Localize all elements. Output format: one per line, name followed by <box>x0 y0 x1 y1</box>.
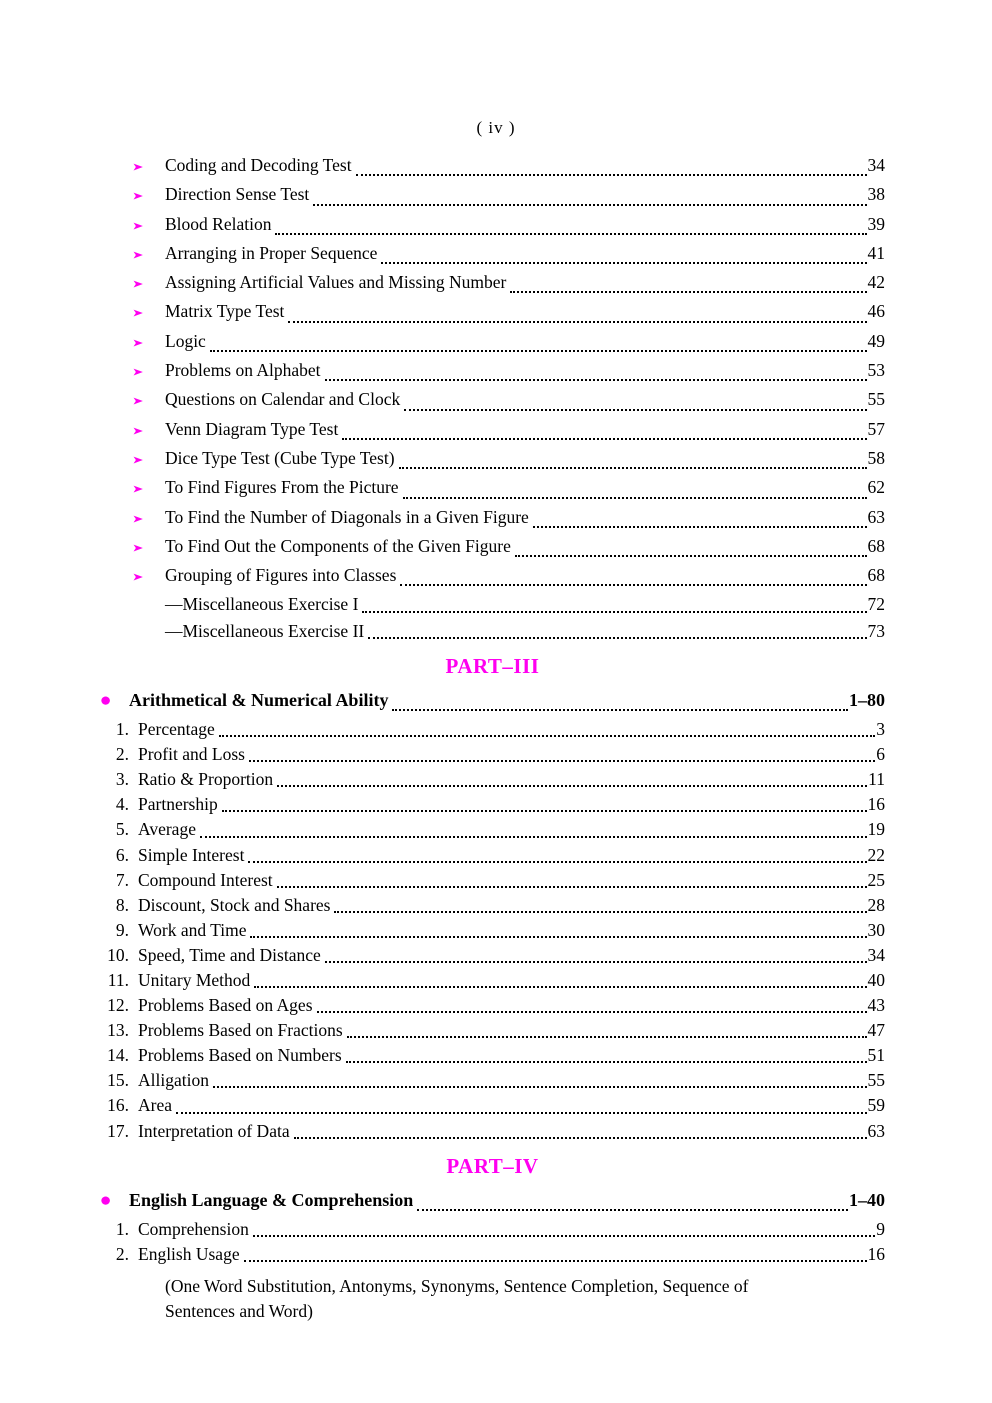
part3-chapter-list <box>100 717 885 1144</box>
chapter-page: 40 <box>867 969 885 990</box>
dot-leader <box>200 836 867 838</box>
toc-entry-label: Direction Sense Test <box>165 184 310 205</box>
dot-leader <box>294 1137 867 1139</box>
chapter-page: 22 <box>867 844 885 865</box>
chapter-row <box>100 742 885 767</box>
chapter-label: Speed, Time and Distance <box>138 944 321 965</box>
arrow-bullet-icon: ➤ <box>132 542 144 555</box>
chapter-row <box>100 993 885 1018</box>
page-header: ( iv ) <box>476 118 516 137</box>
dot-leader <box>362 611 866 613</box>
toc-row <box>100 357 885 386</box>
dot-leader <box>325 961 867 963</box>
part3-heading: PART–III <box>445 654 540 679</box>
toc-row <box>100 240 885 269</box>
chapter-page: 16 <box>867 1243 885 1264</box>
dot-leader <box>213 1086 867 1088</box>
arrow-bullet-icon: ➤ <box>132 220 144 233</box>
chapter-page: 34 <box>867 944 885 965</box>
toc-row <box>100 211 885 240</box>
toc-entry-page: 41 <box>867 242 885 263</box>
dot-leader <box>515 555 867 557</box>
toc-entry-label: Questions on Calendar and Clock <box>165 389 401 410</box>
chapter-label: Interpretation of Data <box>138 1120 290 1141</box>
chapter-number: 17. <box>107 1120 129 1141</box>
dot-leader <box>533 526 867 528</box>
note-text: (One Word Substitution, Antonyms, Synonyms, Sentence Completion, Sequence of Sentences and Word) <box>165 1275 749 1321</box>
toc-row <box>100 445 885 474</box>
chapter-page: 19 <box>867 819 885 840</box>
part3-page-range: 1–80 <box>849 690 885 711</box>
chapter-number: 9. <box>115 919 129 940</box>
toc-entry-page: 55 <box>867 389 885 410</box>
dot-leader <box>399 467 867 469</box>
toc-row <box>100 416 885 445</box>
toc-row <box>100 504 885 533</box>
toc-entry-label: Problems on Alphabet <box>165 360 321 381</box>
toc-entry-label: To Find the Number of Diagonals in a Given Figure <box>165 506 529 527</box>
chapter-row <box>100 918 885 943</box>
chapter-number: 12. <box>107 995 129 1016</box>
toc-entry-page: 68 <box>867 565 885 586</box>
dot-leader <box>381 262 866 264</box>
circle-bullet-icon: ● <box>99 1189 112 1211</box>
dot-leader <box>219 735 875 737</box>
arrow-bullet-icon: ➤ <box>132 278 144 291</box>
chapter-page: 16 <box>867 794 885 815</box>
chapter-label: Ratio & Proportion <box>138 769 274 790</box>
toc-entry-page: 38 <box>867 184 885 205</box>
part3-title: Arithmetical & Numerical Ability <box>129 690 389 711</box>
toc-row <box>100 562 885 591</box>
toc-entry-page: 68 <box>867 535 885 556</box>
part4-title: English Language & Comprehension <box>129 1189 414 1210</box>
chapter-number: 5. <box>115 819 129 840</box>
toc-entry-page: 34 <box>867 155 885 175</box>
arrow-bullet-icon: ➤ <box>132 161 144 174</box>
chapter-page: 30 <box>867 919 885 940</box>
dot-leader <box>210 350 867 352</box>
chapter-label: Area <box>138 1095 173 1116</box>
chapter-number: 14. <box>107 1045 129 1066</box>
arrow-bullet-icon: ➤ <box>132 396 144 409</box>
chapter-number: 13. <box>107 1020 129 1041</box>
arrow-bullet-icon: ➤ <box>132 571 144 584</box>
chapter-label: Compound Interest <box>138 869 273 890</box>
dot-leader <box>403 497 867 499</box>
toc-entry-label: Venn Diagram Type Test <box>165 418 339 439</box>
toc-entry-label: Coding and Decoding Test <box>165 155 352 175</box>
dot-leader <box>368 637 866 639</box>
chapter-label: Problems Based on Ages <box>138 995 313 1016</box>
toc-row <box>100 298 885 327</box>
chapter-page: 11 <box>868 769 885 790</box>
dot-leader <box>342 438 866 440</box>
chapter-number: 1. <box>115 1218 129 1239</box>
chapter-number: 3. <box>115 769 129 790</box>
toc-entry-label: Assigning Artificial Values and Missing Number <box>165 272 507 293</box>
toc-entry-page: 63 <box>867 506 885 527</box>
chapter-page: 9 <box>876 1218 885 1239</box>
dot-leader <box>313 204 866 206</box>
chapter-row <box>100 1242 885 1267</box>
toc-entry-label: Logic <box>165 330 206 351</box>
chapter-page: 63 <box>867 1120 885 1141</box>
toc-row <box>100 474 885 503</box>
toc-subentry-page: 72 <box>867 594 885 615</box>
dot-leader <box>325 379 867 381</box>
chapter-label: Simple Interest <box>138 844 245 865</box>
arrow-bullet-icon: ➤ <box>132 454 144 467</box>
toc-entry-label: To Find Figures From the Picture <box>165 477 399 498</box>
toc-subrow <box>100 591 885 617</box>
chapter-number: 15. <box>107 1070 129 1091</box>
chapter-row <box>100 843 885 868</box>
chapter-number: 10. <box>107 944 129 965</box>
toc-row <box>100 269 885 298</box>
chapter-label: Unitary Method <box>138 969 251 990</box>
toc-subrow <box>100 618 885 644</box>
chapter-row <box>100 767 885 792</box>
toc-row <box>100 181 885 210</box>
chapter-label: Alligation <box>138 1070 209 1091</box>
toc-row <box>100 152 885 181</box>
chapter-label: English Usage <box>138 1243 240 1264</box>
circle-bullet-icon: ● <box>99 690 112 712</box>
toc-entry-page: 57 <box>867 418 885 439</box>
arrow-bullet-icon: ➤ <box>132 425 144 438</box>
chapter-row <box>100 1068 885 1093</box>
toc-row <box>100 386 885 415</box>
chapter-page: 55 <box>867 1070 885 1091</box>
chapter-row <box>100 1093 885 1118</box>
chapter-row <box>100 893 885 918</box>
dot-leader <box>248 861 866 863</box>
toc-entry-label: Matrix Type Test <box>165 301 285 322</box>
chapter-label: Percentage <box>138 719 215 740</box>
dot-leader <box>317 1011 867 1013</box>
arrow-bullet-icon: ➤ <box>132 337 144 350</box>
part4-heading: PART–IV <box>446 1153 539 1178</box>
toc-entry-page: 58 <box>867 447 885 468</box>
chapter-row <box>100 868 885 893</box>
arrow-bullet-icon: ➤ <box>132 513 144 526</box>
chapter-number: 2. <box>115 1243 129 1264</box>
dot-leader <box>334 911 866 913</box>
dot-leader <box>222 810 867 812</box>
dot-leader <box>404 409 866 411</box>
chapter-page: 3 <box>876 719 885 740</box>
chapter-page: 25 <box>867 869 885 890</box>
chapter-label: Profit and Loss <box>138 744 245 765</box>
dot-leader <box>277 886 867 888</box>
toc-row <box>100 533 885 562</box>
toc-entry-label: Grouping of Figures into Classes <box>165 565 397 586</box>
chapter-page: 6 <box>876 744 885 765</box>
dot-leader <box>249 760 875 762</box>
toc-entry-label: Dice Type Test (Cube Type Test) <box>165 447 395 468</box>
chapter-number: 16. <box>107 1095 129 1116</box>
toc-entry-page: 46 <box>867 301 885 322</box>
chapter-number: 1. <box>115 719 129 740</box>
chapter-row <box>100 968 885 993</box>
chapter-page: 43 <box>867 995 885 1016</box>
dot-leader <box>250 936 866 938</box>
chapter-label: Comprehension <box>138 1218 249 1239</box>
chapter-page: 28 <box>867 894 885 915</box>
toc-entry-label: Blood Relation <box>165 213 272 234</box>
chapter-label: Work and Time <box>138 919 247 940</box>
part4-chapter-list <box>100 1217 885 1267</box>
chapter-row <box>100 817 885 842</box>
chapter-number: 6. <box>115 844 129 865</box>
toc-subentry-label: —Miscellaneous Exercise II <box>165 620 365 641</box>
chapter-number: 4. <box>115 794 129 815</box>
chapter-page: 59 <box>867 1095 885 1116</box>
arrow-bullet-icon: ➤ <box>132 190 144 203</box>
chapter-label: Problems Based on Numbers <box>138 1045 342 1066</box>
chapter-label: Partnership <box>138 794 218 815</box>
chapter-row <box>100 943 885 968</box>
dot-leader <box>253 1235 875 1237</box>
toc-entry-page: 42 <box>867 272 885 293</box>
toc-entry-page: 53 <box>867 360 885 381</box>
dash-item-list <box>100 591 885 644</box>
chapter-row <box>100 717 885 742</box>
chapter-page: 51 <box>867 1045 885 1066</box>
part4-page-range: 1–40 <box>849 1189 885 1210</box>
toc-entry-label: To Find Out the Components of the Given Figure <box>165 535 511 556</box>
toc-entry-label: Arranging in Proper Sequence <box>165 242 378 263</box>
part3-title-row <box>100 685 885 716</box>
toc-entry-page: 62 <box>867 477 885 498</box>
dot-leader <box>417 1209 848 1211</box>
dot-leader <box>346 1061 867 1063</box>
table-of-contents <box>100 152 885 1324</box>
arrow-bullet-icon: ➤ <box>132 366 144 379</box>
toc-subentry-page: 73 <box>867 620 885 641</box>
dot-leader <box>277 785 867 787</box>
dot-leader <box>288 321 866 323</box>
dot-leader <box>356 174 867 176</box>
arrow-bullet-icon: ➤ <box>132 249 144 262</box>
chapter-number: 2. <box>115 744 129 765</box>
toc-subentry-label: —Miscellaneous Exercise I <box>165 594 359 615</box>
arrow-bullet-icon: ➤ <box>132 308 144 321</box>
arrow-bullet-icon: ➤ <box>132 483 144 496</box>
dot-leader <box>244 1260 867 1262</box>
chapter-row <box>100 1018 885 1043</box>
dot-leader <box>176 1112 866 1114</box>
toc-entry-page: 39 <box>867 213 885 234</box>
dot-leader <box>275 233 866 235</box>
chapter-row <box>100 1119 885 1144</box>
dot-leader <box>510 291 866 293</box>
chapter-label: Average <box>138 819 196 840</box>
chapter-number: 7. <box>115 869 129 890</box>
chapter-row <box>100 792 885 817</box>
chapter-number: 11. <box>107 969 129 990</box>
toc-entry-page: 49 <box>867 330 885 351</box>
chapter-label: Discount, Stock and Shares <box>138 894 331 915</box>
toc-row <box>100 328 885 357</box>
dot-leader <box>347 1036 867 1038</box>
dot-leader <box>392 709 848 711</box>
part4-title-row <box>100 1185 885 1216</box>
chapter-number: 8. <box>115 894 129 915</box>
dot-leader <box>400 584 866 586</box>
dot-leader <box>254 986 866 988</box>
arrow-item-list <box>100 152 885 591</box>
chapter-page: 47 <box>867 1020 885 1041</box>
chapter-label: Problems Based on Fractions <box>138 1020 343 1041</box>
chapter-row <box>100 1217 885 1242</box>
chapter-row <box>100 1043 885 1068</box>
